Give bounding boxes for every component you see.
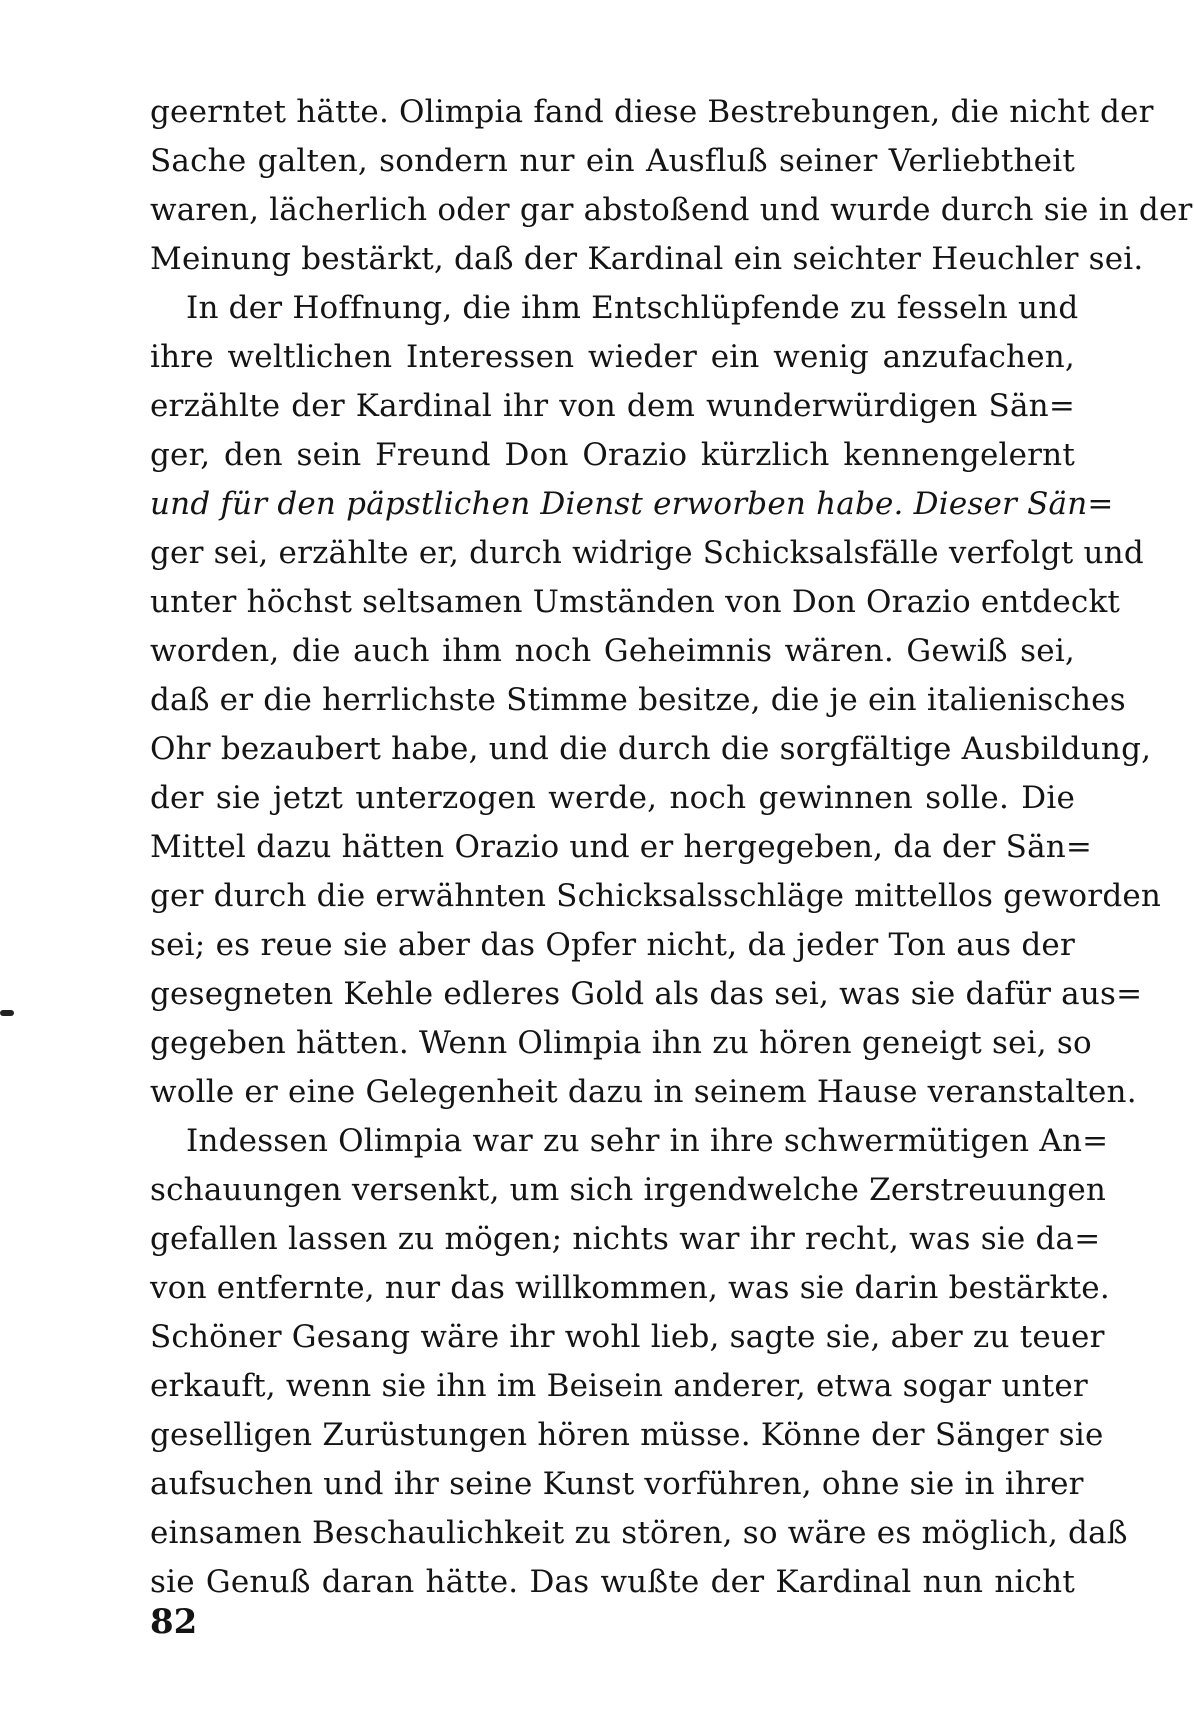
text-line: geselligen Zurüstungen hören müsse. Könne der Sänger sie <box>150 1417 1104 1453</box>
body-text <box>150 88 1193 1607</box>
text-line: ger durch die erwähnten Schicksalsschläge mittellos geworden <box>150 878 1162 914</box>
text-line: worden, die auch ihm noch Geheimnis wären. Gewiß sei, <box>150 633 1075 669</box>
text-line: In der Hoffnung, die ihm Entschlüpfende zu fesseln und <box>186 290 1079 326</box>
text-line: sei; es reue sie aber das Opfer nicht, da jeder Ton aus der <box>150 927 1075 963</box>
text-line: ger sei, erzählte er, durch widrige Schicksalsfälle verfolgt und <box>150 535 1144 571</box>
text-line: erzählte der Kardinal ihr von dem wunderwürdigen Sän= <box>150 388 1075 424</box>
text-line: waren, lächerlich oder gar abstoßend und wurde durch sie in der <box>150 192 1193 228</box>
text-line: von entfernte, nur das willkommen, was sie darin bestärkte. <box>150 1270 1110 1306</box>
text-line: Indessen Olimpia war zu sehr in ihre schwermütigen An= <box>186 1123 1109 1159</box>
text-line: wolle er eine Gelegenheit dazu in seinem Hause veranstalten. <box>150 1074 1137 1110</box>
text-line: Mittel dazu hätten Orazio und er hergegeben, da der Sän= <box>150 829 1093 865</box>
text-line: gefallen lassen zu mögen; nichts war ihr recht, was sie da= <box>150 1221 1101 1257</box>
text-line: schauungen versenkt, um sich irgendwelche Zerstreuungen <box>150 1172 1107 1208</box>
text-line: daß er die herrlichste Stimme besitze, die je ein italienisches <box>150 682 1126 718</box>
text-line: Sache galten, sondern nur ein Ausfluß seiner Verliebtheit <box>150 143 1075 179</box>
text-line: unter höchst seltsamen Umständen von Don Orazio entdeckt <box>150 584 1121 620</box>
margin-mark <box>0 1010 14 1016</box>
text-line: geerntet hätte. Olimpia fand diese Bestrebungen, die nicht der <box>150 94 1154 130</box>
text-line: und für den päpstlichen Dienst erworben habe. Dieser Sän= <box>150 486 1114 522</box>
text-line: ihre weltlichen Interessen wieder ein wenig anzufachen, <box>150 339 1075 375</box>
text-line: ger, den sein Freund Don Orazio kürzlich kennengelernt <box>150 437 1075 473</box>
text-line: Schöner Gesang wäre ihr wohl lieb, sagte sie, aber zu teuer <box>150 1319 1105 1355</box>
text-line: aufsuchen und ihr seine Kunst vorführen, ohne sie in ihrer <box>150 1466 1084 1502</box>
text-line: gesegneten Kehle edleres Gold als das sei, was sie dafür aus= <box>150 976 1143 1012</box>
text-line: sie Genuß daran hätte. Das wußte der Kardinal nun nicht <box>150 1564 1075 1600</box>
text-line: der sie jetzt unterzogen werde, noch gewinnen solle. Die <box>150 780 1075 816</box>
page-number: 82 <box>150 1602 198 1642</box>
text-line: einsamen Beschaulichkeit zu stören, so wäre es möglich, daß <box>150 1515 1128 1551</box>
text-line: gegeben hätten. Wenn Olimpia ihn zu hören geneigt sei, so <box>150 1025 1092 1061</box>
text-line: Meinung bestärkt, daß der Kardinal ein seichter Heuchler sei. <box>150 241 1144 277</box>
text-line: erkauft, wenn sie ihn im Beisein anderer, etwa sogar unter <box>150 1368 1088 1404</box>
text-line: Ohr bezaubert habe, und die durch die sorgfältige Ausbildung, <box>150 731 1152 767</box>
